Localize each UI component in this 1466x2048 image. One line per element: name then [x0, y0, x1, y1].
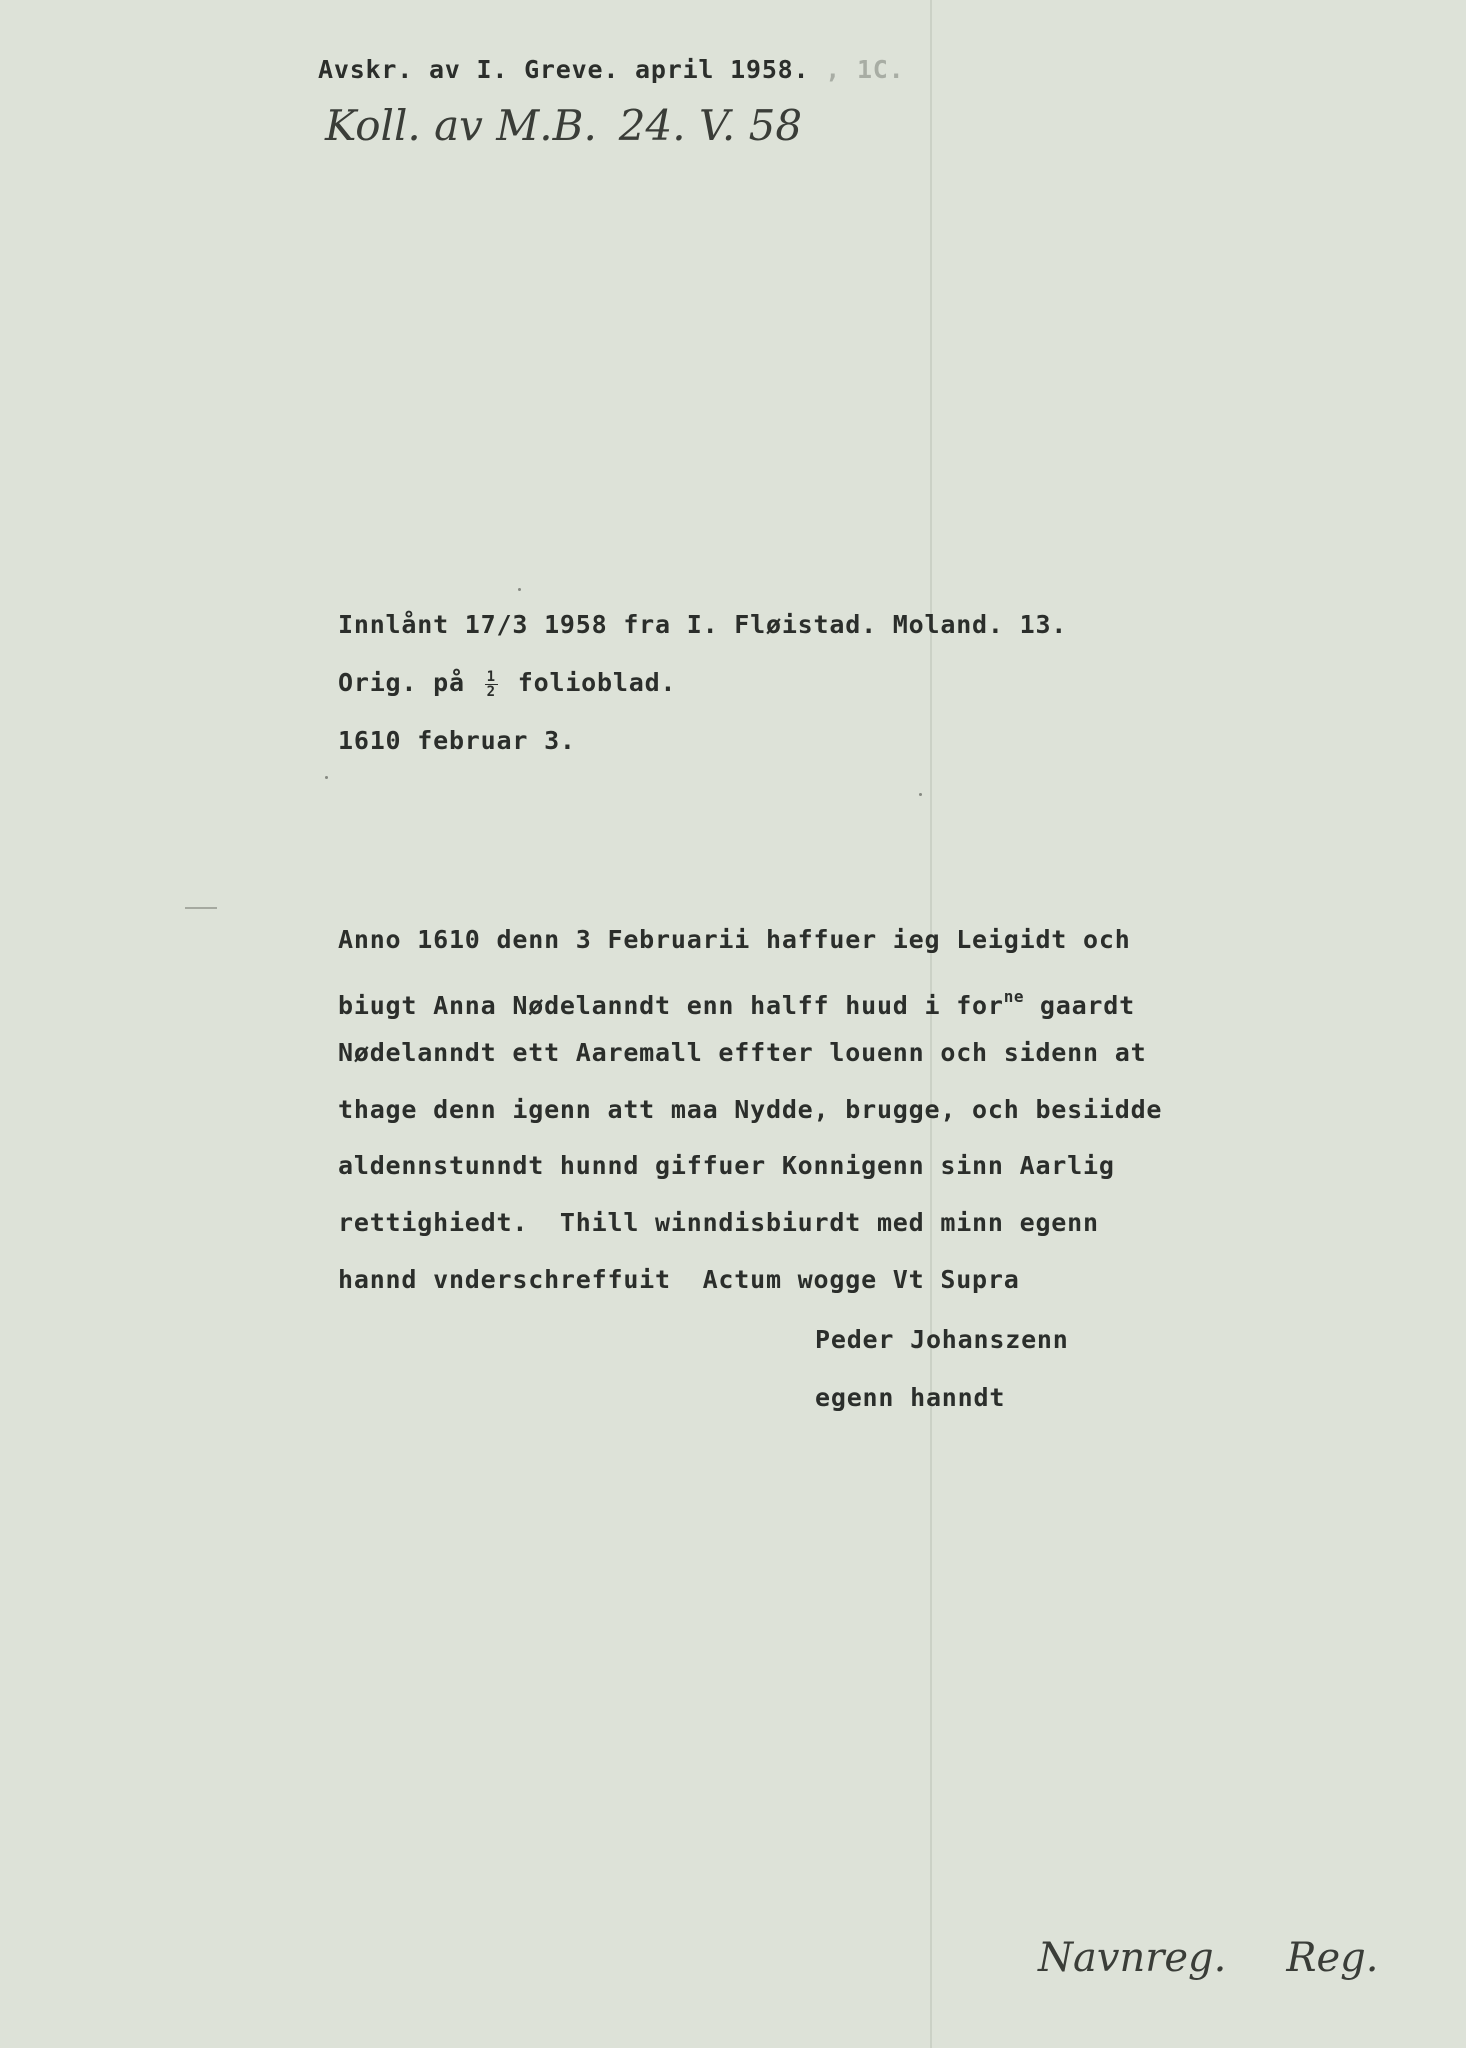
transcription-header: [318, 55, 905, 85]
signature-block: [815, 1320, 1069, 1436]
handwritten-registry-notes: [1038, 1935, 1438, 1981]
body-line-2: [338, 977, 1162, 1034]
original-format: folioblad.: [517, 668, 677, 697]
fraction-numerator: 1: [486, 668, 496, 685]
body-line-3: Nødelanndt ett Aaremall effter louenn och sidenn at: [338, 1038, 1147, 1068]
collation-initials: Koll. av M.B.: [325, 101, 597, 150]
paper-mark: [185, 907, 217, 909]
paper-speck: [518, 588, 521, 591]
collation-date: 24. V. 58: [618, 101, 803, 150]
signature-note: egenn hanndt: [815, 1383, 1006, 1412]
body-line-2-end: gaardt: [1024, 990, 1135, 1020]
body-line-6: rettighiedt. Thill winndisbiurdt med minn egenn: [338, 1207, 1099, 1237]
superscript-abbreviation: ne: [1003, 986, 1025, 1006]
body-line-4: thage denn igenn att maa Nydde, brugge, och besiidde: [338, 1094, 1163, 1124]
register-note: Reg.: [1286, 1935, 1379, 1981]
document-body: [338, 920, 1162, 1316]
paper-speck: [325, 776, 328, 779]
original-label: Orig. på: [338, 668, 465, 697]
fraction-denominator: 2: [486, 683, 496, 700]
body-line-5: aldennstunndt hunnd giffuer Konnigenn sinn Aarlig: [338, 1151, 1115, 1181]
signatory-name: Peder Johanszenn: [815, 1325, 1069, 1354]
name-register-note: Navnreg.: [1038, 1935, 1227, 1981]
transcription-note: Avskr. av I. Greve. april 1958.: [318, 55, 810, 84]
document-date-line: 1610 februar 3.: [338, 726, 576, 755]
loan-line: Innlånt 17/3 1958 fra I. Fløistad. Moland. 13.: [338, 610, 1068, 639]
half-fraction: [485, 670, 498, 699]
faint-trace: , 1C.: [825, 55, 905, 84]
metadata-block: [338, 605, 1067, 779]
paper-speck: [919, 793, 922, 796]
body-line-1: Anno 1610 denn 3 Februarii haffuer ieg Leigidt och: [338, 925, 1131, 954]
collation-note: [325, 103, 824, 149]
original-format-line: [338, 663, 1067, 721]
body-line-2-text: biugt Anna Nødelanndt enn halff huud i for: [338, 990, 1004, 1020]
body-line-7: hannd vnderschreffuit Actum wogge Vt Supra: [338, 1264, 1020, 1294]
